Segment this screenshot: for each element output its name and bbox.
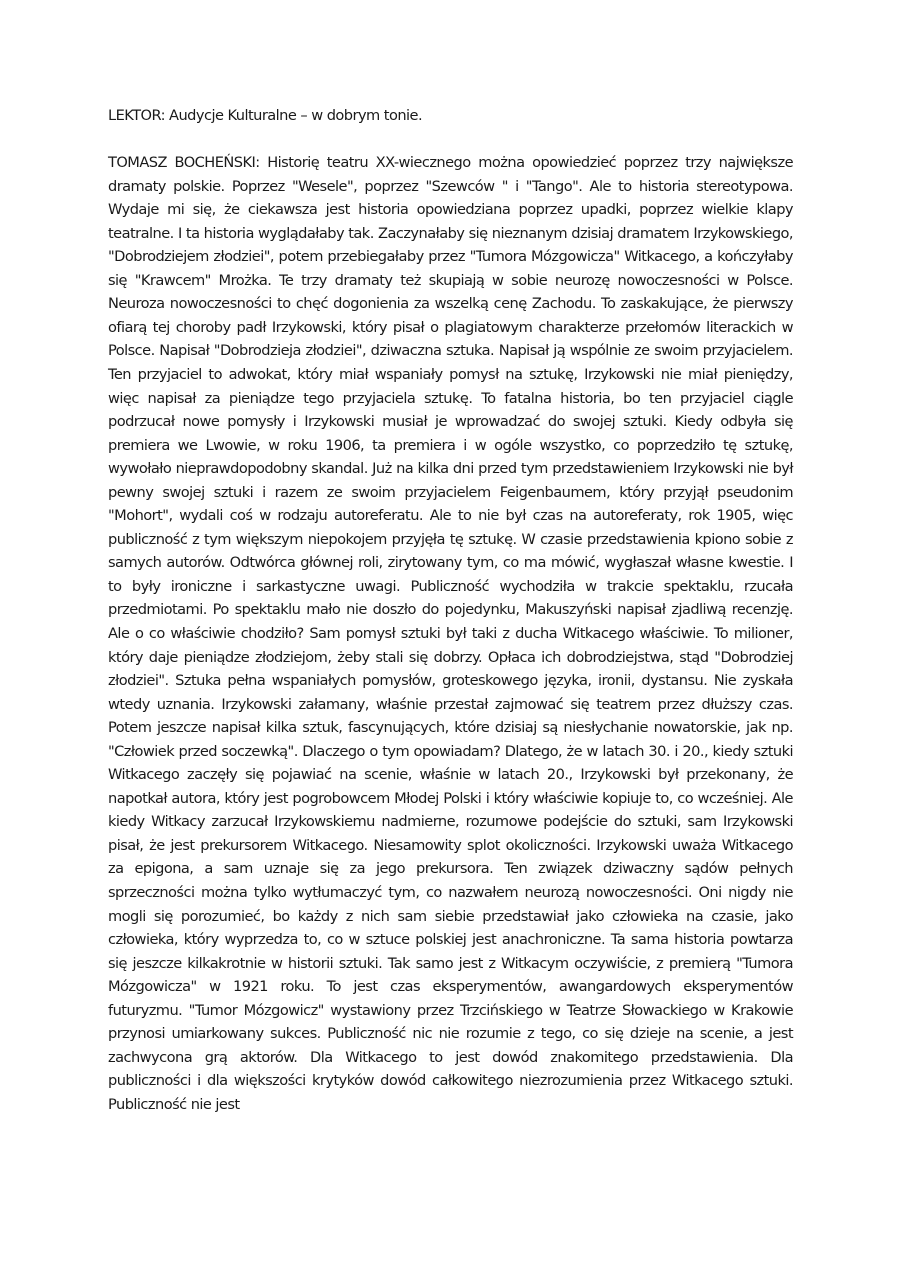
- document-page: [108, 104, 793, 1116]
- lektor-line: LEKTOR: Audycje Kulturalne – w dobrym tonie.: [108, 107, 423, 124]
- transcript-paragraph: [108, 151, 793, 1116]
- transcript-text: Historię teatru XX-wiecznego można opowiedzieć poprzez trzy największe dramaty polskie. Poprzez "Wesele", poprzez "Szewców " i "Tango". Ale to historia stereotypowa. Wydaje mi się, że ciekawsza jest historia opowiedziana poprzez upadki, poprzez wielkie klapy teatralne. I ta historia wyglądałaby tak. Zaczynałaby się nieznanym dzisiaj dramatem Irzykowskiego, "Dobrodziejem złodziei", potem przebiegałaby przez "Tumora Mózgowicza" Witkacego, a kończyłaby się "Krawcem" Mrożka. Te trzy dramaty też skupiają w sobie neurozę nowoczesności w Polsce. Neuroza nowoczesności to chęć dogonienia za wszelką cenę Zachodu. To zaskakujące, że pierwszy ofiarą tej choroby padł Irzykowski, który pisał o plagiatowym charakterze przełomów literackich w Polsce. Napisał "Dobrodzieja złodziei", dziwaczna sztuka. Napisał ją wspólnie ze swoim przyjacielem. Ten przyjaciel to adwokat, który miał wspaniały pomysł na sztukę, Irzykowski nie miał pieniędzy, więc napisał za pieniądze tego przyjaciela sztukę. To fatalna historia, bo ten przyjaciel ciągle podrzucał nowe pomysły i Irzykowski musiał je wprowadzać do swojej sztuki. Kiedy odbyła się premiera we Lwowie, w roku 1906, ta premiera i w ogóle wszystko, co poprzedziło tę sztukę, wywołało nieprawdopodobny skandal. Już na kilka dni przed tym przedstawieniem Irzykowski nie był pewny swojej sztuki i razem ze swoim przyjacielem Feigenbaumem, który przyjął pseudonim "Mohort", wydali coś w rodzaju autoreferatu. Ale to nie był czas na autoreferaty, rok 1905, więc publiczność z tym większym niepokojem przyjęła tę sztukę. W czasie przedstawienia kpiono sobie z samych autorów. Odtwórca głównej roli, zirytowany tym, co ma mówić, wygłaszał własne kwestie. I to były ironiczne i sarkastyczne uwagi. Publiczność wychodziła w trakcie spektaklu, rzucała przedmiotami. Po spektaklu mało nie doszło do pojedynku, Makuszyński napisał zjadliwą recenzję. Ale o co właściwie chodziło? Sam pomysł sztuki był taki z ducha Witkacego właściwie. To milioner, który daje pieniądze złodziejom, żeby stali się dobrzy. Opłaca ich dobrodziejstwa, stąd "Dobrodziej złodziei". Sztuka pełna wspaniałych pomysłów, groteskowego języka, ironii, dystansu. Nie zyskała wtedy uznania. Irzykowski załamany, właśnie przestał zajmować się teatrem przez dłuższy czas. Potem jeszcze napisał kilka sztuk, fascynujących, które dzisiaj są niesłychanie nowatorskie, jak np. "Człowiek przed soczewką". Dlaczego o tym opowiadam? Dlatego, że w latach 30. i 20., kiedy sztuki Witkacego zaczęły się pojawiać na scenie, właśnie w latach 20., Irzykowski był przekonany, że napotkał autora, który jest pogrobowcem Młodej Polski i który właściwie kopiuje to, co wcześniej. Ale kiedy Witkacy zarzucał Irzykowskiemu nadmierne, rozumowe podejście do sztuki, sam Irzykowski pisał, że jest prekursorem Witkacego. Niesamowity splot okoliczności. Irzykowski uważa Witkacego za epigona, a sam uznaje się za jego prekursora. Ten związek dziwaczny sądów pełnych sprzeczności można tylko wytłumaczyć tym, co nazwałem neurozą nowoczesności. Oni nigdy nie mogli się porozumieć, bo każdy z nich sam siebie przedstawiał jako człowieka na czasie, jako człowieka, który wyprzedza to, co w sztuce polskiej jest anachroniczne. Ta sama historia powtarza się jeszcze kilkakrotnie w historii sztuki. Tak samo jest z Witkacym oczywiście, z premierą "Tumora Mózgowicza" w 1921 roku. To jest czas eksperymentów, awangardowych eksperymentów futuryzmu. "Tumor Mózgowicz" wystawiony przez Trzcińskiego w Teatrze Słowackiego w Krakowie przynosi umiarkowany sukces. Publiczność nic nie rozumie z tego, co się dzieje na scenie, a jest zachwycona grą aktorów. Dla Witkacego to jest dowód znakomitego przedstawienia. Dla publiczności i dla większości krytyków dowód całkowitego niezrozumienia przez Witkacego sztuki. Publiczność nie jest: [108, 154, 794, 1113]
- speaker-label: TOMASZ BOCHEŃSKI:: [108, 154, 260, 172]
